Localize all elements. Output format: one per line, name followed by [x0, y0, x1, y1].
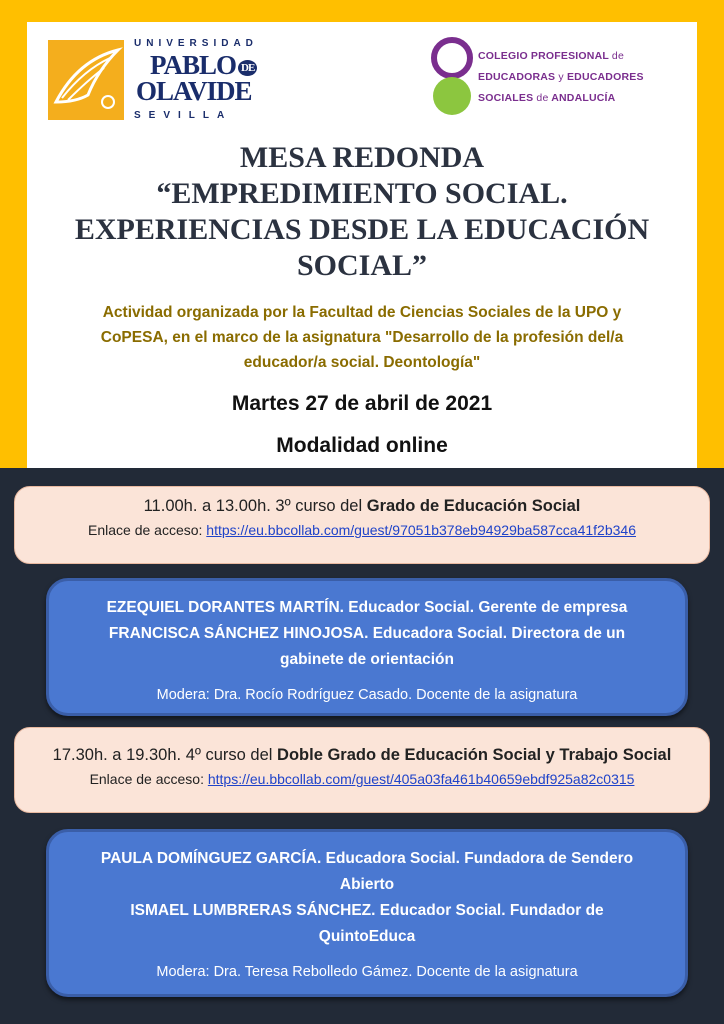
- speaker-line: Abierto: [339, 876, 395, 893]
- speaker-line: FRANCISCA SÁNCHEZ HINOJOSA. Educadora Social. Directora de un: [108, 625, 626, 642]
- event-description: [60, 300, 664, 375]
- description-line: CoPESA, en el marco de la asignatura "Desarrollo de la profesión del/a: [100, 329, 624, 346]
- speakers-box-morning: [46, 578, 688, 716]
- upo-logo: [48, 38, 258, 122]
- copesa-emblem-icon: [430, 36, 474, 118]
- copesa-logo: [430, 36, 680, 120]
- speaker-line: PAULA DOMÍNGUEZ GARCÍA. Educadora Social. Fundadora de Sendero: [100, 850, 634, 867]
- session-box-morning: [14, 486, 710, 564]
- speaker-list: [49, 595, 685, 673]
- event-title: [27, 140, 697, 284]
- title-line: EXPERIENCIAS DESDE LA EDUCACIÓN: [74, 213, 650, 246]
- session-access-link[interactable]: https://eu.bbcollab.com/guest/97051b378eb94929ba587cca41f2b346: [206, 522, 636, 538]
- description-line: Actividad organizada por la Facultad de Ciencias Sociales de la UPO y: [102, 304, 622, 321]
- title-line: SOCIAL”: [296, 249, 428, 282]
- session-box-afternoon: [14, 727, 710, 813]
- title-line: MESA REDONDA: [239, 141, 485, 174]
- upo-city-text: SEVILLA: [134, 110, 233, 121]
- event-date: Martes 27 de abril de 2021: [231, 392, 493, 415]
- speaker-line: ISMAEL LUMBRERAS SÁNCHEZ. Educador Social. Fundador de: [130, 902, 604, 919]
- upo-emblem-icon: [48, 40, 124, 120]
- upo-universidad-text: UNIVERSIDAD: [134, 38, 258, 49]
- moderator-line: Modera: Dra. Teresa Rebolledo Gámez. Docente de la asignatura: [156, 964, 578, 980]
- copesa-name: COLEGIO PROFESIONAL de EDUCADORAS y EDUCADORES SOCIALES de ANDALUCÍA: [478, 50, 644, 104]
- description-line: educador/a social. Deontología": [243, 354, 481, 371]
- speaker-line: gabinete de orientación: [280, 651, 454, 668]
- session-link-line: Enlace de acceso: https://eu.bbcollab.com/guest/97051b378eb94929ba587cca41f2b346: [88, 522, 636, 538]
- speaker-list: [49, 846, 685, 950]
- upo-name-line1: PABLO DE: [150, 50, 257, 81]
- event-mode: Modalidad online: [276, 434, 448, 457]
- session-time: 17.30h. a 19.30h. 4º curso del Doble Grado de Educación Social y Trabajo Social: [52, 746, 672, 764]
- speakers-box-afternoon: [46, 829, 688, 997]
- speaker-line: QuintoEduca: [318, 928, 416, 945]
- session-access-link[interactable]: https://eu.bbcollab.com/guest/405a03fa461b40659ebdf925a82c0315: [207, 771, 635, 787]
- session-time: 11.00h. a 13.00h. 3º curso del Grado de Educación Social: [143, 497, 581, 515]
- session-link-line: Enlace de acceso: https://eu.bbcollab.com/guest/405a03fa461b40659ebdf925a82c0315: [89, 771, 635, 787]
- title-line: “EMPREDIMIENTO SOCIAL.: [156, 177, 568, 210]
- speaker-line: EZEQUIEL DORANTES MARTÍN. Educador Social. Gerente de empresa: [106, 599, 628, 616]
- moderator-line: Modera: Dra. Rocío Rodríguez Casado. Docente de la asignatura: [156, 687, 578, 703]
- upo-name-line2: OLAVIDE: [136, 76, 252, 106]
